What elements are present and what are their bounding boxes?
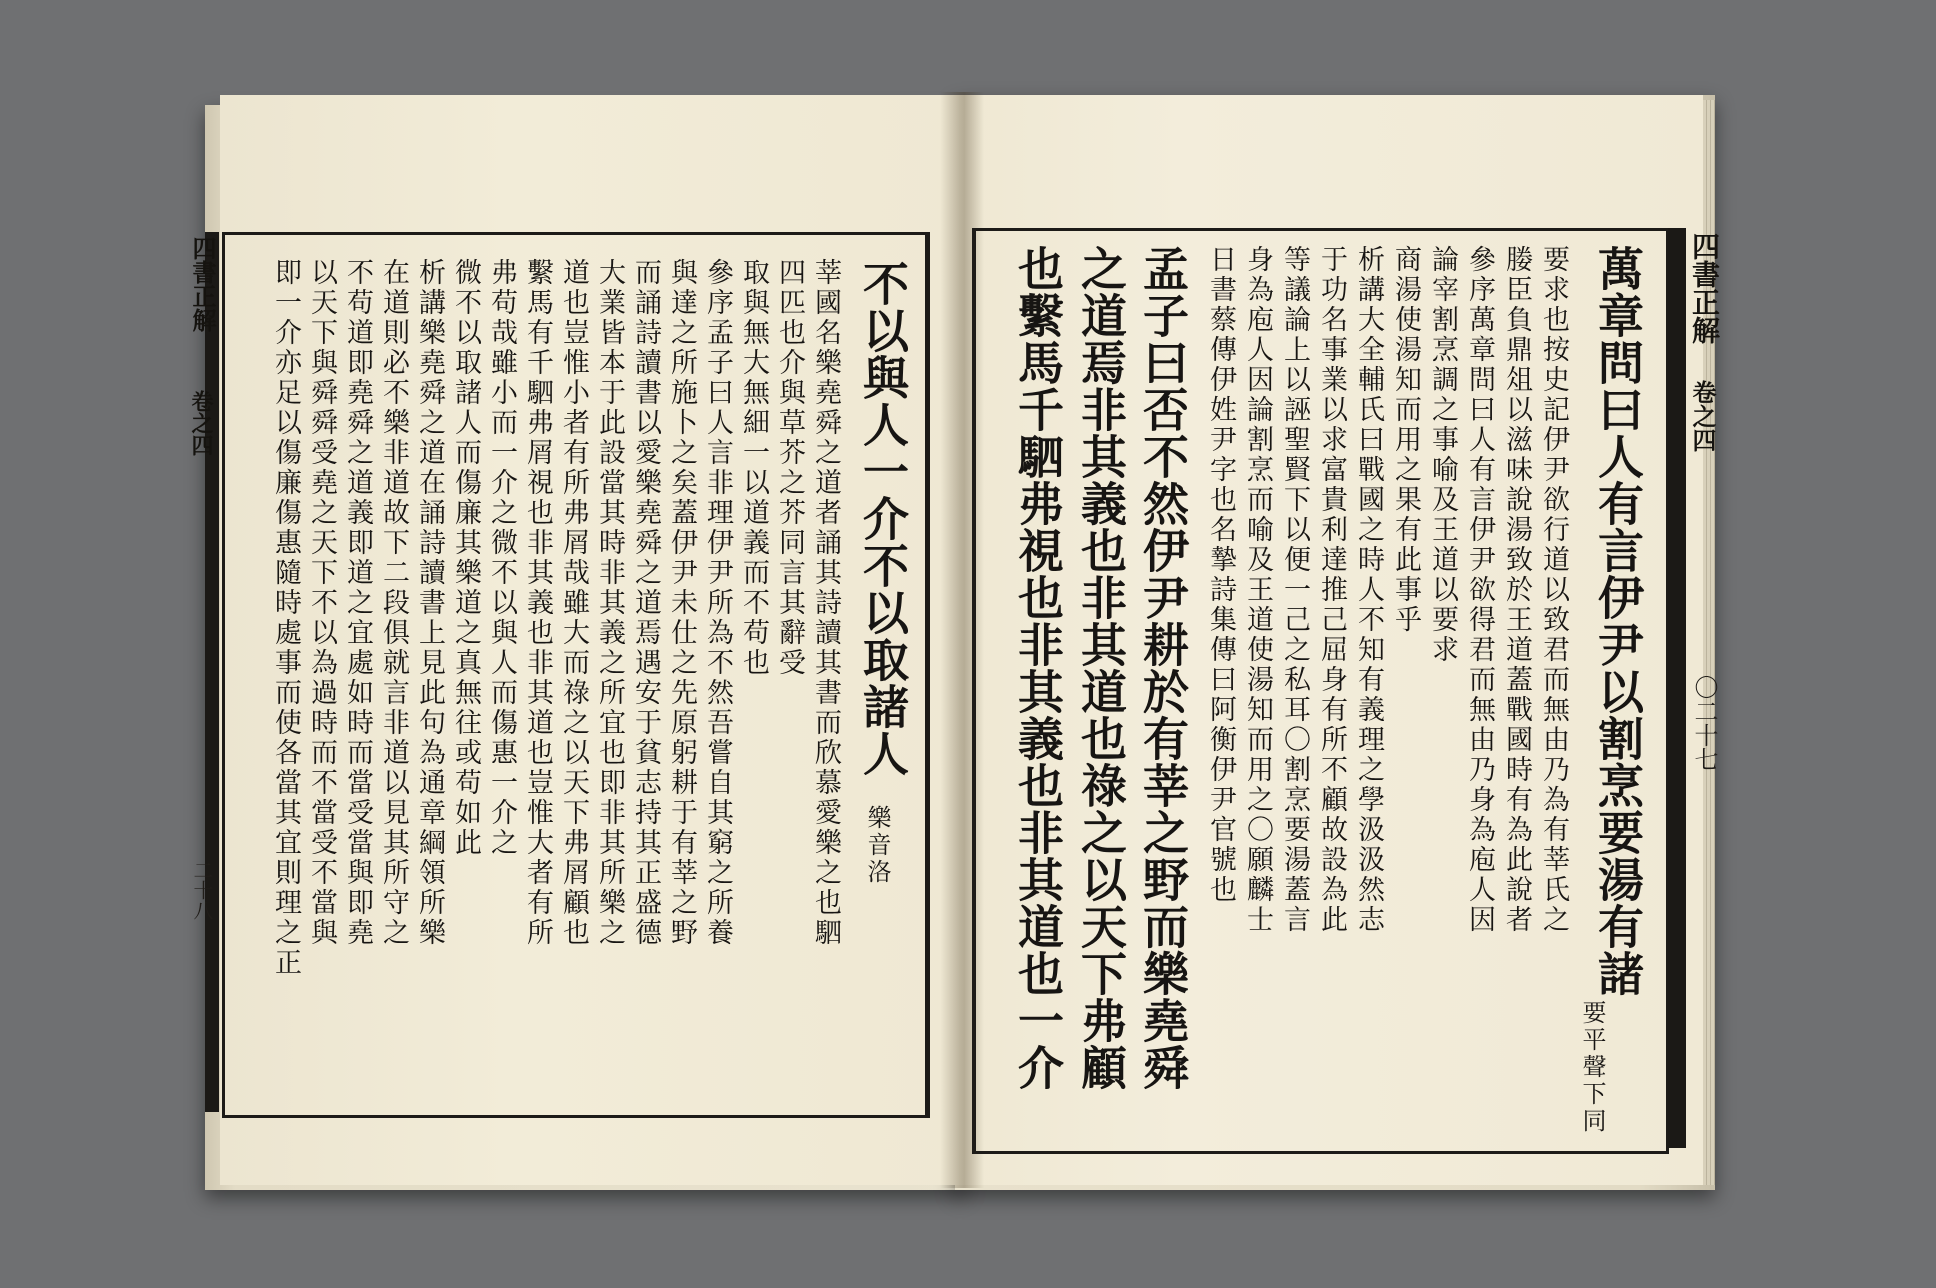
- right-col-4: 媵臣負鼎俎以滋味說湯致於王道蓋戰國時有為此說者: [1501, 245, 1532, 935]
- right-col-5: 參序萬章問曰人有言伊尹欲得君而無由乃身為庖人因: [1464, 245, 1495, 935]
- left-col-13: 微不以取諸人而傷廉其樂道之真無往或苟如此: [450, 258, 481, 858]
- left-col-1: 不以與人一介不以取諸人: [856, 260, 910, 777]
- right-col-9: 于功名事業以求富貴利達推己屈身有所不顧故設為此: [1316, 245, 1347, 935]
- left-col-15: 在道則必不樂非道故下二段俱就言非道以見其所守之: [378, 258, 409, 948]
- left-col-11: 繫馬有千駟弗屑視也非其義也非其道也豈惟大者有所: [522, 258, 553, 948]
- right-col-3: 要求也按史記伊尹欲行道以致君而無由乃為有莘氏之: [1538, 245, 1569, 935]
- right-col-12: 日書蔡傳伊姓尹字也名摯詩集傳曰阿衡伊尹官號也: [1205, 245, 1236, 905]
- left-col-2: 樂音洛: [863, 805, 891, 886]
- left-margin-title: 四書正解: [188, 236, 217, 332]
- left-col-7: 與達之所施卜之矣蓋伊尹未仕之先原躬耕于有莘之野: [666, 258, 697, 948]
- right-page-number: 〇二十七: [1690, 675, 1718, 771]
- right-col-2: 要平聲下同: [1578, 1000, 1606, 1135]
- left-margin-volume: 卷之四: [188, 390, 214, 456]
- right-col-7: 商湯使湯知而用之果有此事乎: [1390, 245, 1421, 635]
- left-page-number: 二十八: [190, 860, 214, 920]
- right-margin-title: 四書正解: [1688, 232, 1721, 344]
- right-col-8: 析講大全輔氏曰戰國之時人不知有義理之學汲汲然志: [1353, 245, 1384, 935]
- left-col-6: 參序孟子曰人言非理伊尹所為不然吾嘗自其窮之所養: [702, 258, 733, 948]
- left-col-17: 以天下與舜舜受堯之天下不以為過時而不當受不當與: [306, 258, 337, 948]
- left-col-3: 莘國名樂堯舜之道者誦其詩讀其書而欣慕愛樂之也駟: [810, 258, 841, 948]
- right-col-15: 也繫馬千駟弗視也非其義也非其道也一介: [1011, 245, 1065, 1091]
- left-col-5: 取與無大無細一以道義而不苟也: [738, 258, 769, 678]
- right-col-14: 之道焉非其義也非其道也祿之以天下弗顧: [1074, 245, 1128, 1091]
- right-margin-volume: 卷之四: [1688, 380, 1717, 452]
- left-col-16: 不苟道即堯舜之道義即道之宜處如時而當受當與即堯: [342, 258, 373, 948]
- right-col-6: 論宰割烹調之事喻及王道以要求: [1427, 245, 1458, 665]
- left-col-14: 析講樂堯舜之道在誦詩讀書上見此句為通章綱領所樂: [414, 258, 445, 948]
- right-margin-bar: [1668, 228, 1686, 1148]
- left-col-18: 即一介亦足以傷廉傷惠隨時處事而使各當其宜則理之正: [270, 258, 301, 978]
- left-col-8: 而誦詩讀書以愛樂堯舜之道焉遇安于貧志持其正盛德: [630, 258, 661, 948]
- left-col-4: 四匹也介與草芥之芥同言其辭受: [774, 258, 805, 678]
- right-col-11: 身為庖人因論割烹而喻及王道使湯知而用之〇願麟士: [1242, 245, 1273, 935]
- right-col-13: 孟子曰否不然伊尹耕於有莘之野而樂堯舜: [1136, 245, 1190, 1091]
- right-col-10: 等議論上以誣聖賢下以便一己之私耳〇割烹要湯蓋言: [1279, 245, 1310, 935]
- left-col-9: 大業皆本于此設當其時非其義之所宜也即非其所樂之: [594, 258, 625, 948]
- left-col-10: 道也豈惟小者有所弗屑哉雖大而祿之以天下弗屑顧也: [558, 258, 589, 948]
- left-col-12: 弗苟哉雖小而一介之微不以與人而傷惠一介之: [486, 258, 517, 858]
- right-col-1: 萬章問曰人有言伊尹以割烹要湯有諸: [1591, 245, 1645, 997]
